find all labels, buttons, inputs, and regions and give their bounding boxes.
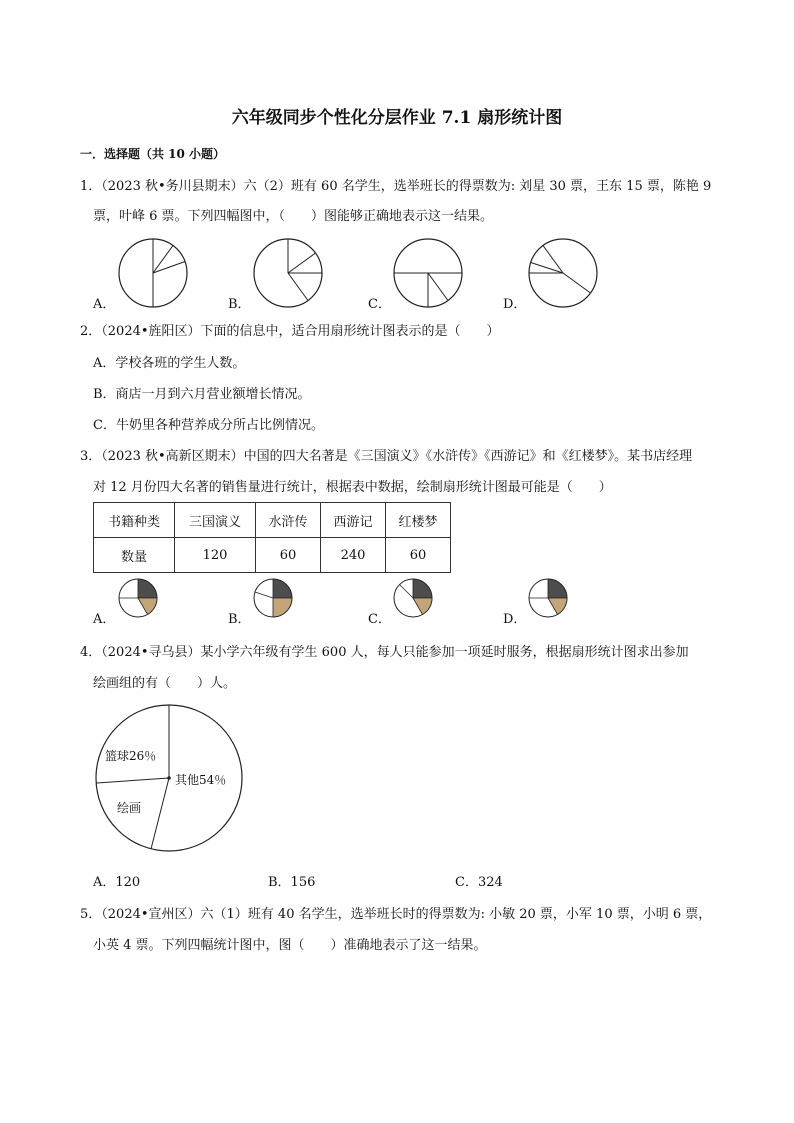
table-cell: 60 — [256, 538, 321, 573]
table-row — [94, 503, 451, 538]
q2-line1: 2．（2024•旌阳区）下面的信息中，适合用扇形统计图表示的是（ ） — [80, 324, 500, 339]
table-row — [94, 538, 451, 573]
q3-option-c[interactable]: C． — [368, 612, 391, 627]
section-heading: 一．选择题（共 10 小题） — [80, 147, 226, 161]
q3-option-a[interactable]: A． — [93, 612, 116, 627]
table-cell: 三国演义 — [175, 503, 256, 538]
q1-option-b[interactable]: B． — [228, 297, 251, 312]
q4-option-c[interactable]: C．324 — [455, 875, 503, 890]
q4-line2: 绘画组的有（ ）人。 — [93, 676, 237, 691]
q1-option-a[interactable]: A． — [93, 297, 116, 312]
q3-pie-b[interactable] — [253, 578, 293, 618]
q5-line1: 5．（2024•宣州区）六（1）班有 40 名学生，选举班长时的得票数为: 小敏 20 票，小军 10 票，小明 6 票， — [80, 907, 712, 922]
table-cell: 240 — [321, 538, 386, 573]
q4-line1: 4．（2024•寻乌县）某小学六年级有学生 600 人，每人只能参加一项延时服务，根据扇形统计图求出参加 — [80, 645, 689, 660]
table-cell: 60 — [386, 538, 451, 573]
q1-pie-d[interactable] — [528, 238, 598, 308]
q3-pie-d[interactable] — [528, 578, 568, 618]
pie-label-other: 其他54％ — [175, 773, 227, 787]
table-cell: 书籍种类 — [94, 503, 175, 538]
q3-line2: 对 12 月份四大名著的销售量进行统计，根据表中数据，绘制扇形统计图最可能是（ ） — [93, 480, 612, 495]
q2-option-c[interactable]: C．牛奶里各种营养成分所占比例情况。 — [93, 418, 324, 433]
table-cell: 西游记 — [321, 503, 386, 538]
q1-pie-a[interactable] — [118, 238, 188, 308]
q4-option-a[interactable]: A．120 — [93, 875, 141, 890]
page-title: 六年级同步个性化分层作业 7.1 扇形统计图 — [231, 108, 563, 128]
pie-label-drawing: 绘画 — [117, 801, 142, 815]
q1-line1: 1．（2023 秋•务川县期末）六（2）班有 60 名学生，选举班长的得票数为: 刘星 30 票，王东 15 票，陈艳 9 — [80, 179, 712, 194]
q3-sales-table — [93, 502, 451, 573]
table-cell: 120 — [175, 538, 256, 573]
q3-option-b[interactable]: B． — [228, 612, 251, 627]
q3-pie-a[interactable] — [118, 578, 158, 618]
table-cell: 数量 — [94, 538, 175, 573]
pie-label-basketball: 篮球26％ — [105, 749, 157, 763]
q3-line1: 3．（2023 秋•高新区期末）中国的四大名著是《三国演义》《水浒传》《西游记》和《红楼梦》。某书店经理 — [80, 449, 693, 464]
q1-option-d[interactable]: D． — [503, 297, 527, 312]
q4-option-b[interactable]: B．156 — [268, 875, 316, 890]
table-cell: 红楼梦 — [386, 503, 451, 538]
q1-option-c[interactable]: C． — [368, 297, 391, 312]
q2-option-b[interactable]: B．商店一月到六月营业额增长情况。 — [93, 387, 311, 402]
q2-option-a[interactable]: A．学校各班的学生人数。 — [93, 356, 246, 371]
q5-line2: 小英 4 票。下列四幅统计图中，图（ ）准确地表示了这一结果。 — [93, 938, 487, 953]
q1-pie-c[interactable] — [393, 238, 463, 308]
q1-pie-b[interactable] — [253, 238, 323, 308]
q3-option-d[interactable]: D． — [503, 612, 527, 627]
q3-pie-c[interactable] — [393, 578, 433, 618]
q1-line2: 票，叶峰 6 票。下列四幅图中，（ ）图能够正确地表示这一结果。 — [93, 209, 494, 224]
table-cell: 水浒传 — [256, 503, 321, 538]
